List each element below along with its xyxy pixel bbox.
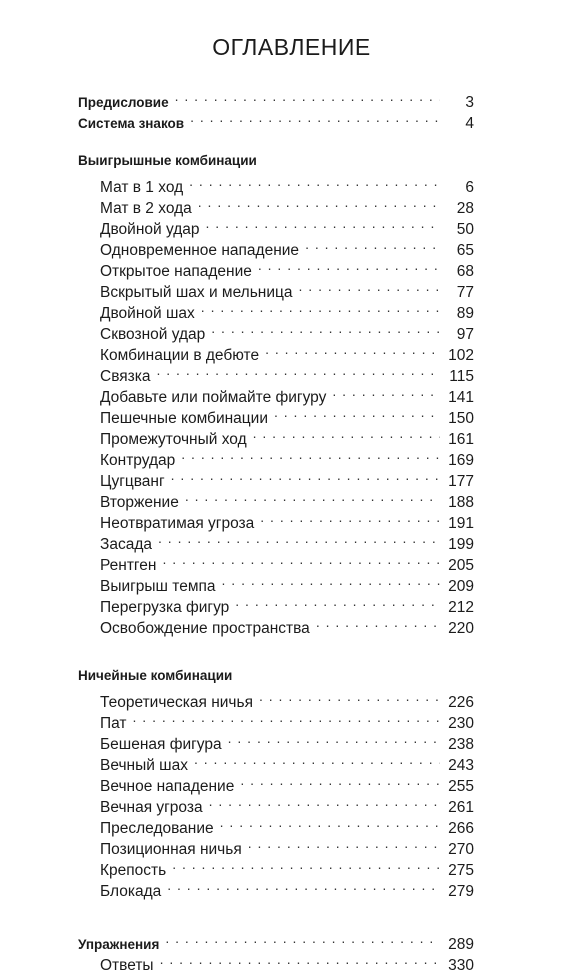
section-heading <box>78 665 474 686</box>
toc-entry-title: Перегрузка фигур <box>100 599 230 616</box>
dot-leader <box>220 812 440 833</box>
toc-entry-title: Освобождение пространства <box>100 620 310 637</box>
toc-page-number: 270 <box>448 841 474 858</box>
toc-entry-title: Открытое нападение <box>100 263 252 280</box>
dot-leader <box>189 171 440 192</box>
toc-entry-title: Блокада <box>100 883 162 900</box>
toc-page-number: 205 <box>448 557 474 574</box>
dot-leader <box>316 612 440 633</box>
toc-page-number: 209 <box>448 578 474 595</box>
toc-page-number: 226 <box>448 694 474 711</box>
page-title: ОГЛАВЛЕНИЕ <box>212 34 371 60</box>
toc-entry <box>78 728 474 753</box>
dot-leader <box>253 423 440 444</box>
toc-entry-title: Двойной удар <box>100 221 200 238</box>
toc-entry-title: Вечное нападение <box>100 778 235 795</box>
dot-leader <box>160 949 440 970</box>
toc-page-number: 275 <box>448 862 474 879</box>
toc-page-number: 188 <box>448 494 474 511</box>
toc-entry-title: Преследование <box>100 820 214 837</box>
dot-leader <box>332 381 440 402</box>
toc-entry-title: Двойной шах <box>100 305 195 322</box>
toc-entry-title: Сквозной удар <box>100 326 206 343</box>
toc-entry <box>78 686 474 711</box>
toc-entry <box>78 928 474 953</box>
toc-page-number: 6 <box>465 179 474 196</box>
toc-entry-title: Мат в 1 ход <box>100 179 184 196</box>
dot-leader <box>206 213 440 234</box>
toc-entry-title: Неотвратимая угроза <box>100 515 255 532</box>
toc-entry-title: Цугцванг <box>100 473 165 490</box>
dot-leader <box>260 507 440 528</box>
dot-leader <box>198 192 440 213</box>
dot-leader <box>240 770 440 791</box>
dot-leader <box>201 297 440 318</box>
dot-leader <box>190 107 440 128</box>
toc-page-number: 97 <box>456 326 474 343</box>
toc-entry-title: Упражнения <box>78 937 160 952</box>
dot-leader <box>157 360 441 381</box>
dot-leader <box>209 791 440 812</box>
dot-leader <box>265 339 440 360</box>
toc-page-number: 279 <box>448 883 474 900</box>
toc-entry-title: Рентген <box>100 557 157 574</box>
dot-leader <box>305 234 440 255</box>
dot-leader <box>258 255 440 276</box>
toc-entry-title: Система знаков <box>78 116 185 131</box>
toc-page-number: 330 <box>448 957 474 974</box>
toc-page-number: 115 <box>449 368 474 385</box>
toc-page-number: 243 <box>448 757 474 774</box>
dot-leader <box>259 686 440 707</box>
toc-entry-title: Одновременное нападение <box>100 242 300 259</box>
toc-page-number: 191 <box>448 515 474 532</box>
toc-page-number: 3 <box>465 94 474 111</box>
dot-leader <box>248 833 440 854</box>
dot-leader <box>165 928 440 949</box>
toc-page-number: 169 <box>448 452 474 469</box>
toc-entry-title: Крепость <box>100 862 167 879</box>
toc-page-number: 77 <box>456 284 474 301</box>
toc-entry-title: Вечный шах <box>100 757 188 774</box>
toc-entry-title: Связка <box>100 368 151 385</box>
toc-entry-title: Предисловие <box>78 95 169 110</box>
toc-entry-title: Бешеная фигура <box>100 736 222 753</box>
toc-page-number: 177 <box>448 473 474 490</box>
toc-page-number: 161 <box>448 431 474 448</box>
dot-leader <box>228 728 440 749</box>
toc-page-number: 238 <box>448 736 474 753</box>
toc-entry <box>78 707 474 732</box>
dot-leader <box>158 528 440 549</box>
toc-page-number: 68 <box>456 263 474 280</box>
toc-entry-title: Ответы <box>100 957 154 974</box>
dot-leader <box>235 591 440 612</box>
toc-page-number: 150 <box>448 410 474 427</box>
toc-entry-title: Контрудар <box>100 452 176 469</box>
dot-leader <box>172 854 440 875</box>
dot-leader <box>181 444 440 465</box>
dot-leader <box>211 318 440 339</box>
toc-entry-title: Позиционная ничья <box>100 841 242 858</box>
toc-page-number: 289 <box>448 936 474 953</box>
toc-entry-title: Комбинации в дебюте <box>100 347 260 364</box>
toc-page-number: 65 <box>456 242 474 259</box>
toc-page-number: 220 <box>448 620 474 637</box>
toc-page-number: 199 <box>448 536 474 553</box>
dot-leader <box>162 549 440 570</box>
toc-page-number: 266 <box>448 820 474 837</box>
toc-entry-title: Выигрыш темпа <box>100 578 216 595</box>
toc-entry <box>78 86 474 111</box>
toc-entry-title: Мат в 2 хода <box>100 200 192 217</box>
toc-entry-title: Пешечные комбинации <box>100 410 268 427</box>
toc-entry-title: Теоретическая ничья <box>100 694 253 711</box>
dot-leader <box>185 486 440 507</box>
toc-entry-title: Промежуточный ход <box>100 431 247 448</box>
toc-page-number: 89 <box>456 305 474 322</box>
toc-page-number: 230 <box>448 715 474 732</box>
dot-leader <box>133 707 440 728</box>
toc-entry-title: Добавьте или поймайте фигуру <box>100 389 327 406</box>
dot-leader <box>299 276 440 297</box>
toc-page-number: 4 <box>465 115 474 132</box>
dot-leader <box>274 402 440 423</box>
toc-page-number: 28 <box>456 200 474 217</box>
toc-entry-title: Вторжение <box>100 494 179 511</box>
toc-entry-title: Вечная угроза <box>100 799 203 816</box>
toc-entry-title: Ничейные комбинации <box>78 668 233 683</box>
toc-page-number: 50 <box>456 221 474 238</box>
toc-page-number: 261 <box>448 799 474 816</box>
table-of-contents <box>78 86 474 974</box>
toc-page-number: 255 <box>448 778 474 795</box>
dot-leader <box>171 465 440 486</box>
toc-page-number: 212 <box>448 599 474 616</box>
dot-leader <box>167 875 440 896</box>
toc-entry-title: Засада <box>100 536 153 553</box>
toc-page-number: 141 <box>448 389 474 406</box>
dot-leader <box>194 749 440 770</box>
toc-entry-title: Вскрытый шах и мельница <box>100 284 293 301</box>
dot-leader <box>175 86 440 107</box>
dot-leader <box>222 570 440 591</box>
toc-entry-title: Выигрышные комбинации <box>78 153 257 168</box>
toc-entry-title: Пат <box>100 715 127 732</box>
section-heading <box>78 150 474 171</box>
toc-entry <box>78 171 474 196</box>
toc-page-number: 102 <box>448 347 474 364</box>
